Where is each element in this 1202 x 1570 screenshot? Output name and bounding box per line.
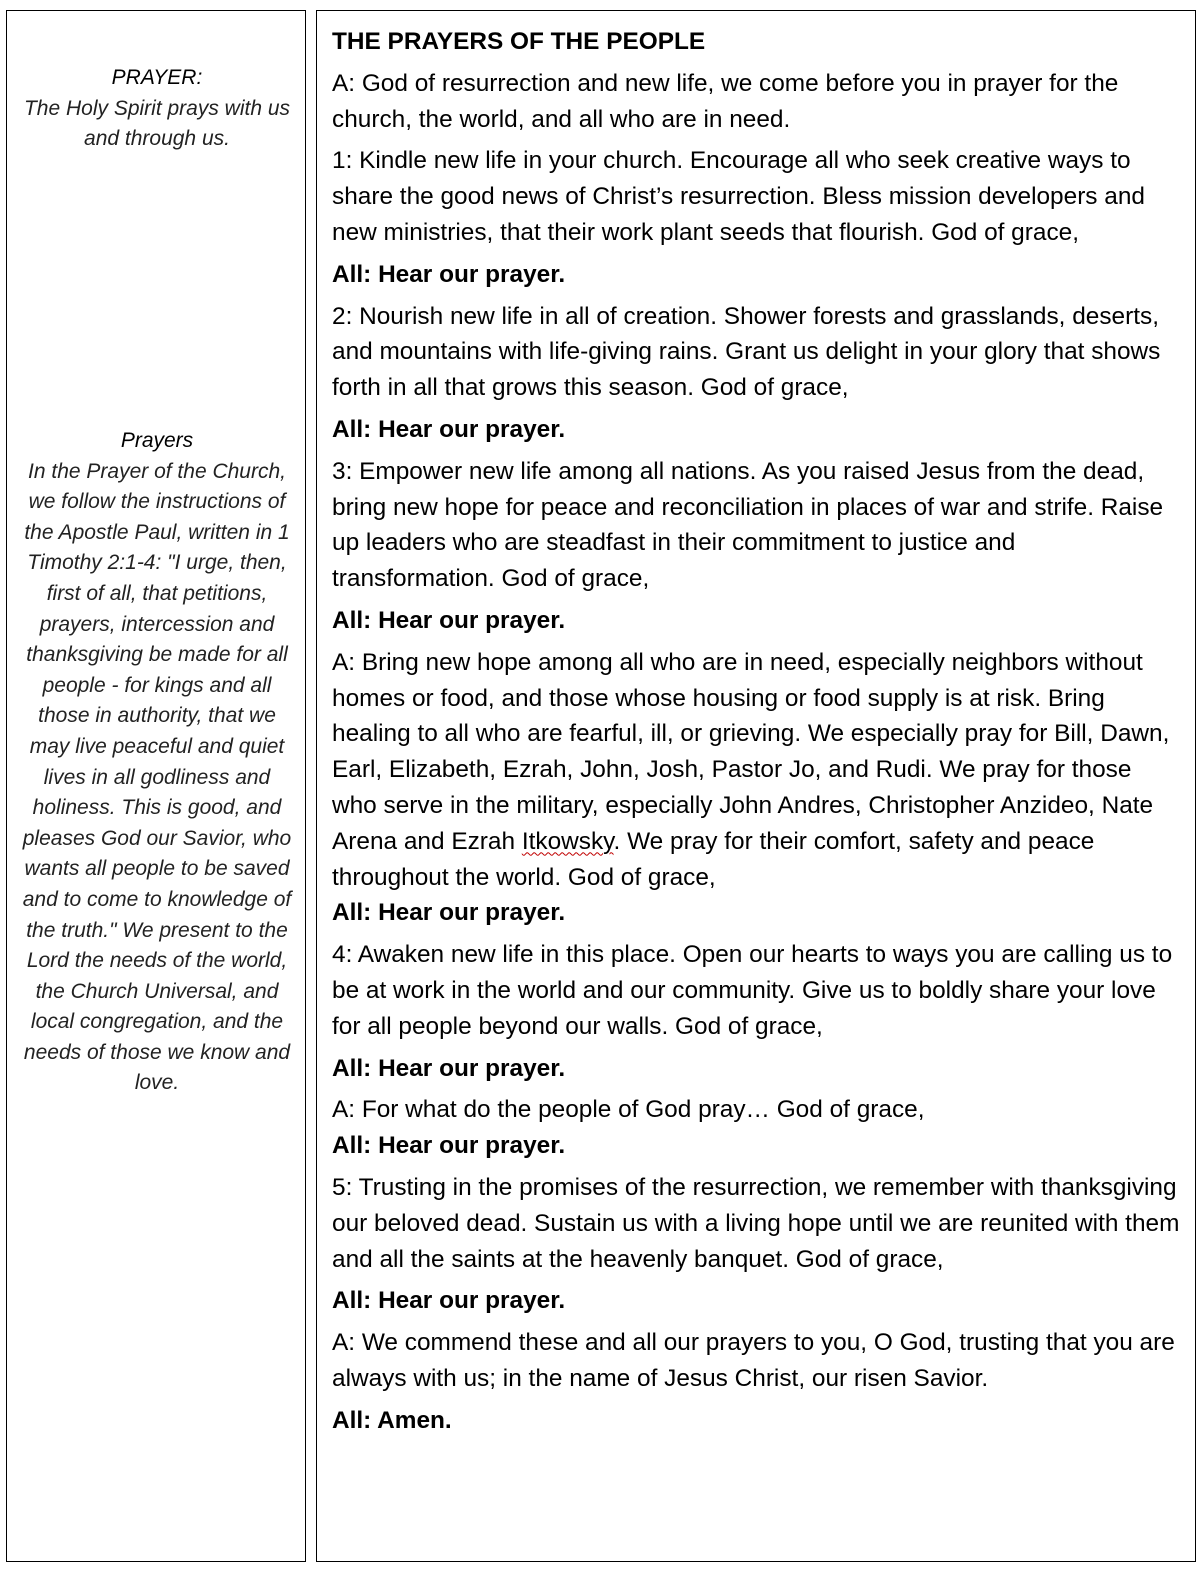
petition-in-need <box>332 645 1182 896</box>
prayer-note-heading: PRAYER: <box>111 66 203 89</box>
petition-creation: 2: Nourish new life in all of creation. Shower forests and grasslands, deserts, and mountains with life-giving rains. Grant us delight in your glory that shows forth in all that grows this season. God of grace, <box>332 302 1161 402</box>
response-amen: All: Amen. <box>332 1406 452 1434</box>
prayers-note <box>19 426 295 1099</box>
response-line: All: Hear our prayer. <box>332 1287 566 1315</box>
petition-this-place: 4: Awaken new life in this place. Open our hearts to ways you are calling us to be at work in the world and our community. Give us to boldly share your love for all people beyond our walls. God of grace, <box>332 941 1173 1040</box>
sidebar-notes-box <box>6 10 306 1562</box>
petition-in-need-text-end: . We pray for their comfort, safety and peace throughout the world. God of grace, <box>332 827 1095 891</box>
prayers-note-text: In the Prayer of the Church, we follow the instructions of the Apostle Paul, written in 1 Timothy 2:1-4: "I urge, then, first of all, that petitions, prayers, intercession and thanksgiving be made for all people - for kings and all those in authority, that we may live peaceful and quiet lives in all godliness and holiness. This is good, and pleases God our Savior, who wants all people to be saved and to come to knowledge of the truth." We present to the Lord the needs of the world, the Church Universal, and local congregation, and the needs of those we know and love. <box>22 459 292 1095</box>
response-line: All: Hear our prayer. <box>332 1132 566 1160</box>
prayers-note-heading: Prayers <box>120 429 194 452</box>
spellcheck-word: Itkowsky <box>521 827 614 855</box>
page-title: THE PRAYERS OF THE PEOPLE <box>332 28 706 55</box>
prayers-box <box>316 10 1196 1562</box>
prayers-content <box>332 24 1182 1444</box>
petition-nations: 3: Empower new life among all nations. As you raised Jesus from the dead, bring new hope for peace and reconciliation in places of war and strife. Raise up leaders who are steadfast in their commitment to justice and transformation. God of grace, <box>332 457 1164 593</box>
prayer-note-text: The Holy Spirit prays with us and through us. <box>23 96 291 151</box>
petition-people: A: For what do the people of God pray… God of grace, <box>332 1096 925 1124</box>
petition-opening: A: God of resurrection and new life, we come before you in prayer for the church, the world, and all who are in need. <box>332 69 1119 133</box>
response-line: All: Hear our prayer. <box>332 260 566 288</box>
response-line: All: Hear our prayer. <box>332 899 566 927</box>
response-line: All: Hear our prayer. <box>332 606 566 634</box>
prayer-note <box>19 63 295 155</box>
petition-in-need-text: A: Bring new hope among all who are in need, especially neighbors without homes or food, and those whose housing or food supply is at risk. Bring healing to all who are fearful, ill, or grieving. We especially pray for Bill, Dawn, Earl, Elizabeth, Ezrah, John, Josh, Pastor Jo, and Rudi. We pray for those who serve in the military, especially John Andres, Christopher Anzideo, Nate Arena and Ezrah <box>332 648 1170 855</box>
response-line: All: Hear our prayer. <box>332 1054 566 1082</box>
petition-beloved-dead: 5: Trusting in the promises of the resurrection, we remember with thanksgiving our beloved dead. Sustain us with a living hope until we are reunited with them and all the saints at the heavenly banquet. God of grace, <box>332 1173 1180 1273</box>
response-line: All: Hear our prayer. <box>332 415 566 443</box>
petition-closing: A: We commend these and all our prayers to you, O God, trusting that you are always with us; in the name of Jesus Christ, our risen Savior. <box>332 1329 1175 1392</box>
petition-church: 1: Kindle new life in your church. Encourage all who seek creative ways to share the good news of Christ’s resurrection. Bless mission developers and new ministries, that their work plant seeds that flourish. God of grace, <box>332 147 1145 246</box>
